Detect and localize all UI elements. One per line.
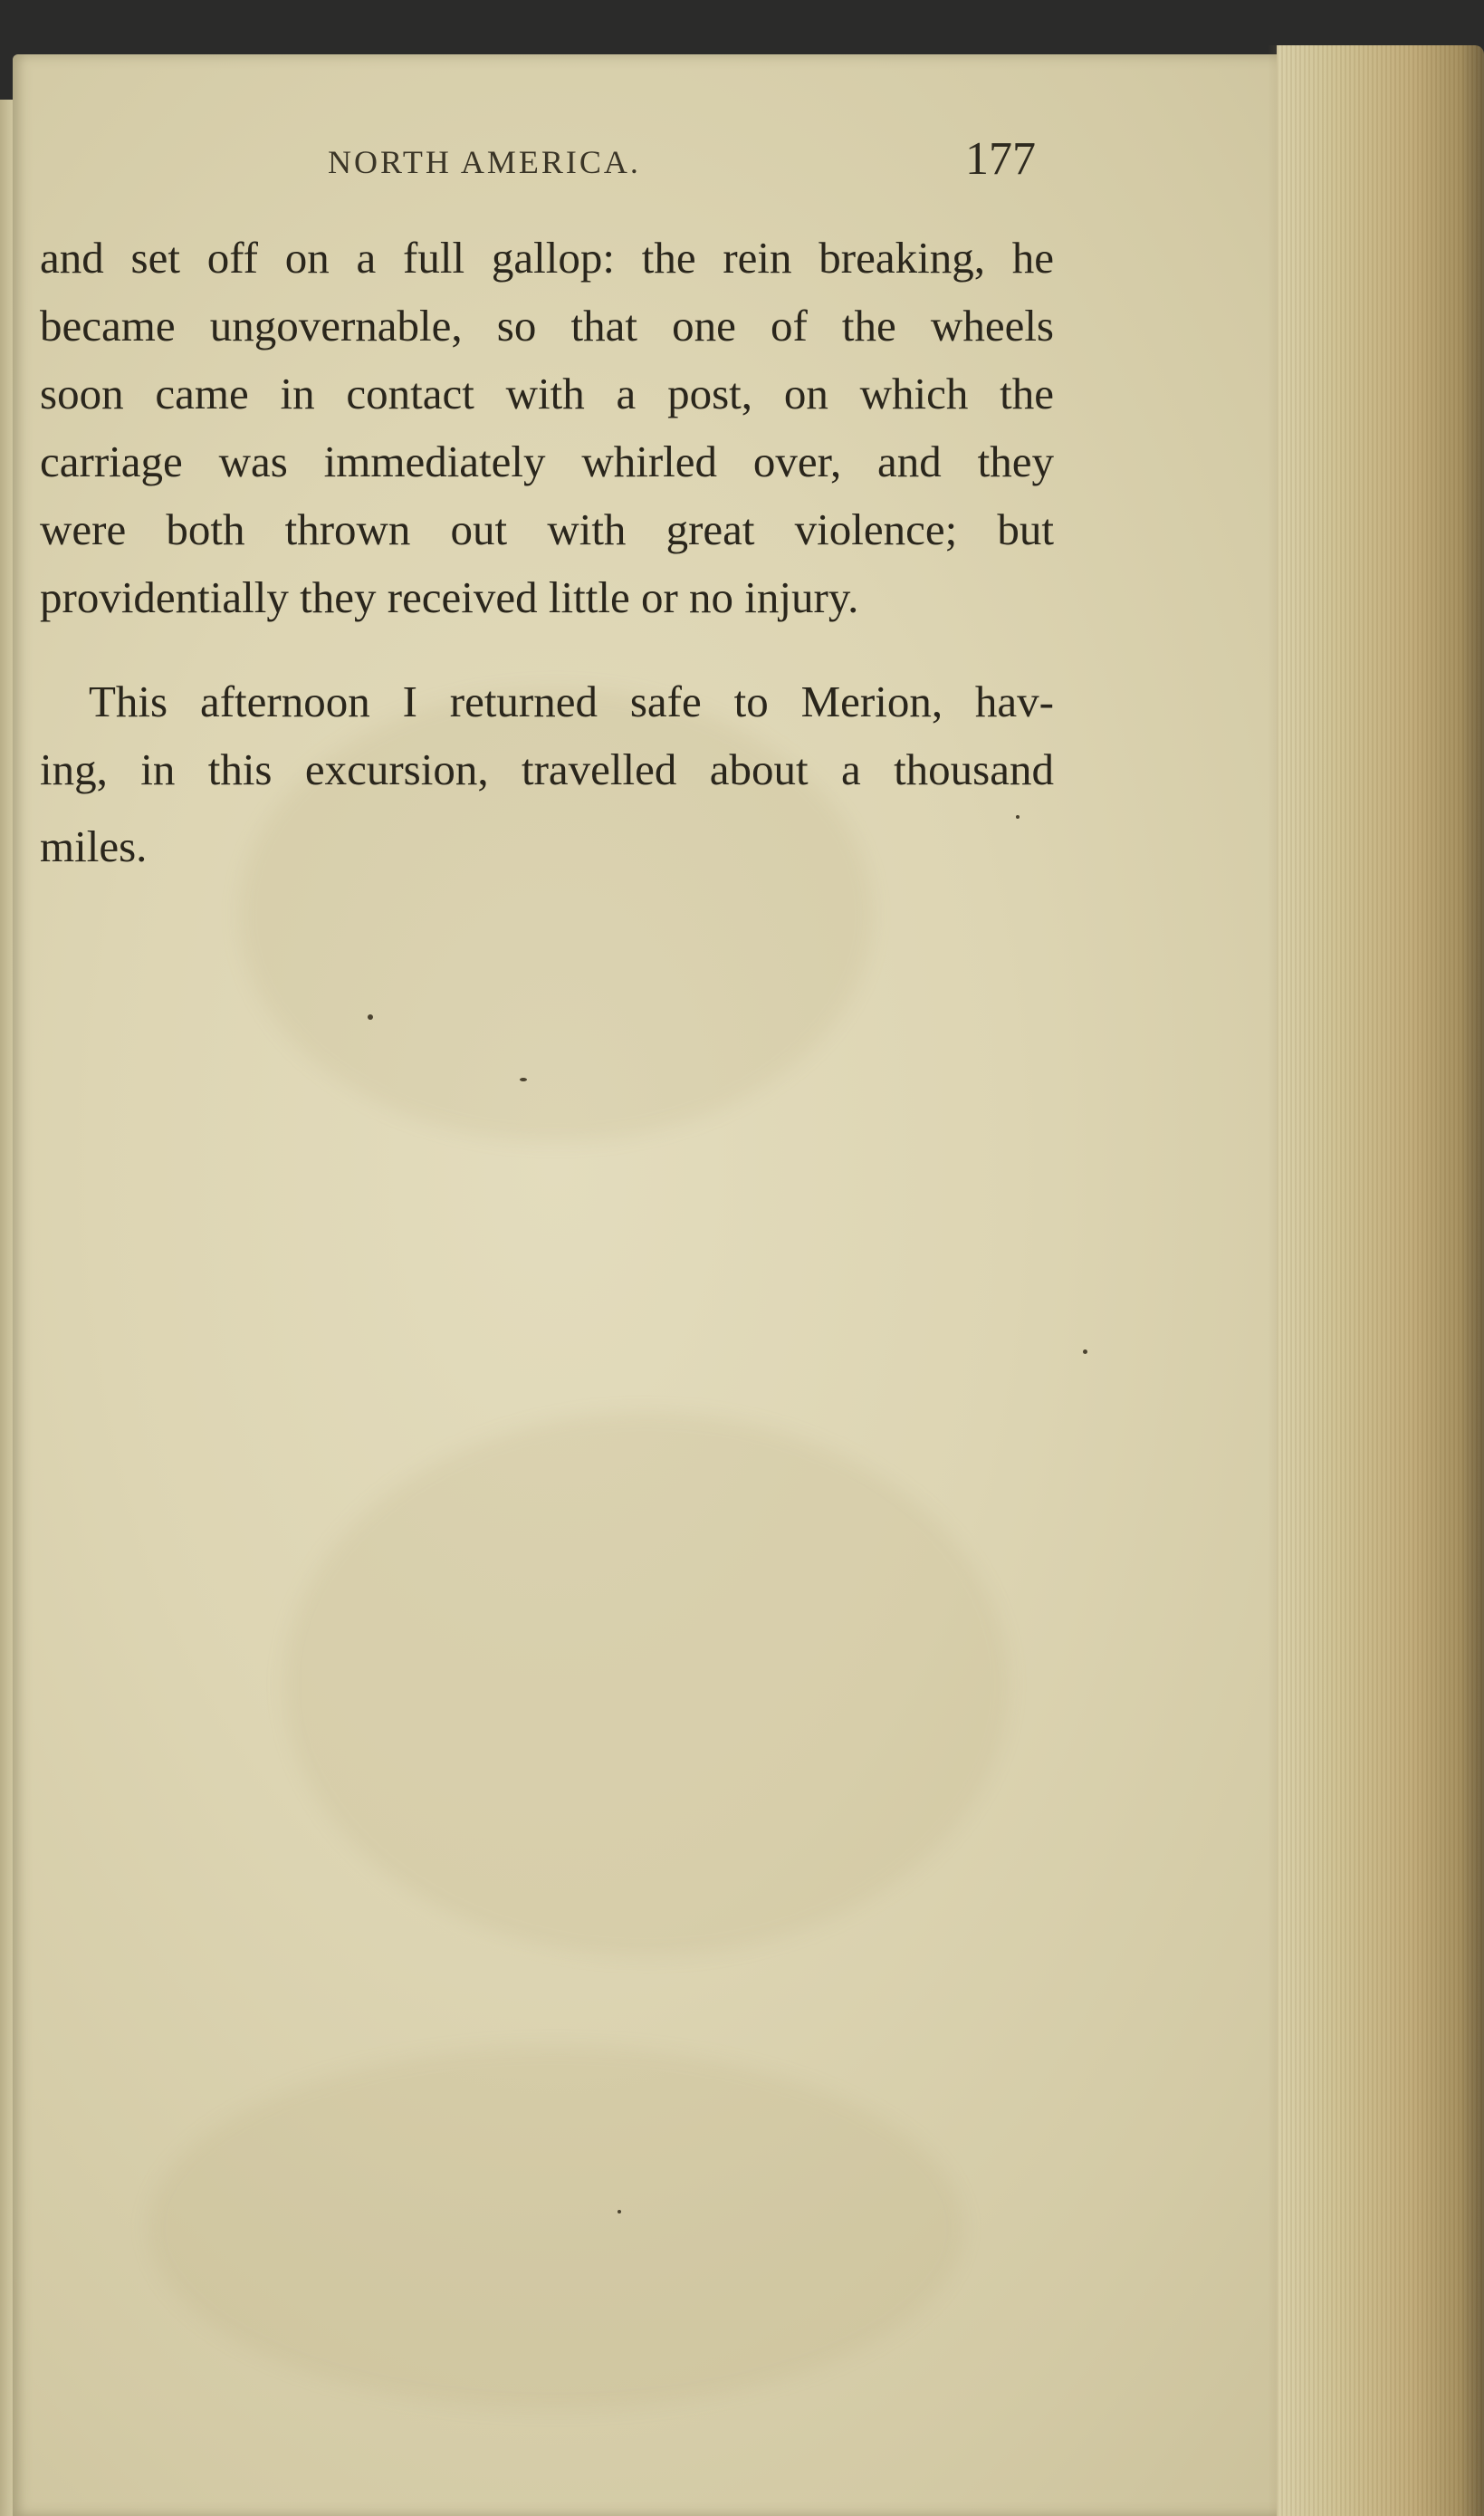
paper-stain (148, 2047, 963, 2409)
paper-speck (1083, 1349, 1087, 1354)
paper-speck (520, 1078, 527, 1081)
book-fore-edge (1277, 45, 1484, 2516)
running-head: NORTH AMERICA. (328, 144, 641, 180)
text-line: were both thrown out with great violence; but (40, 504, 1054, 554)
paper-speck (618, 2210, 621, 2214)
text-line: providentially they received little or no injury. (40, 572, 859, 622)
text-line: carriage was immediately whirled over, and they (40, 437, 1054, 486)
text-line: soon came in contact with a post, on which the (40, 369, 1054, 418)
text-line: and set off on a full gallop: the rein breaking, he (40, 233, 1054, 283)
book-page (13, 54, 1371, 2516)
paper-speck (1016, 815, 1020, 819)
page-number: 177 (965, 133, 1036, 185)
text-line: ing, in this excursion, travelled about a thousand (40, 744, 1054, 794)
text-line: became ungovernable, so that one of the wheels (40, 301, 1054, 351)
text-line: This afternoon I returned safe to Merion, hav- (89, 677, 1054, 726)
paper-speck (368, 1014, 373, 1020)
text-line: miles. (40, 821, 148, 871)
paper-stain (284, 1413, 1009, 1956)
